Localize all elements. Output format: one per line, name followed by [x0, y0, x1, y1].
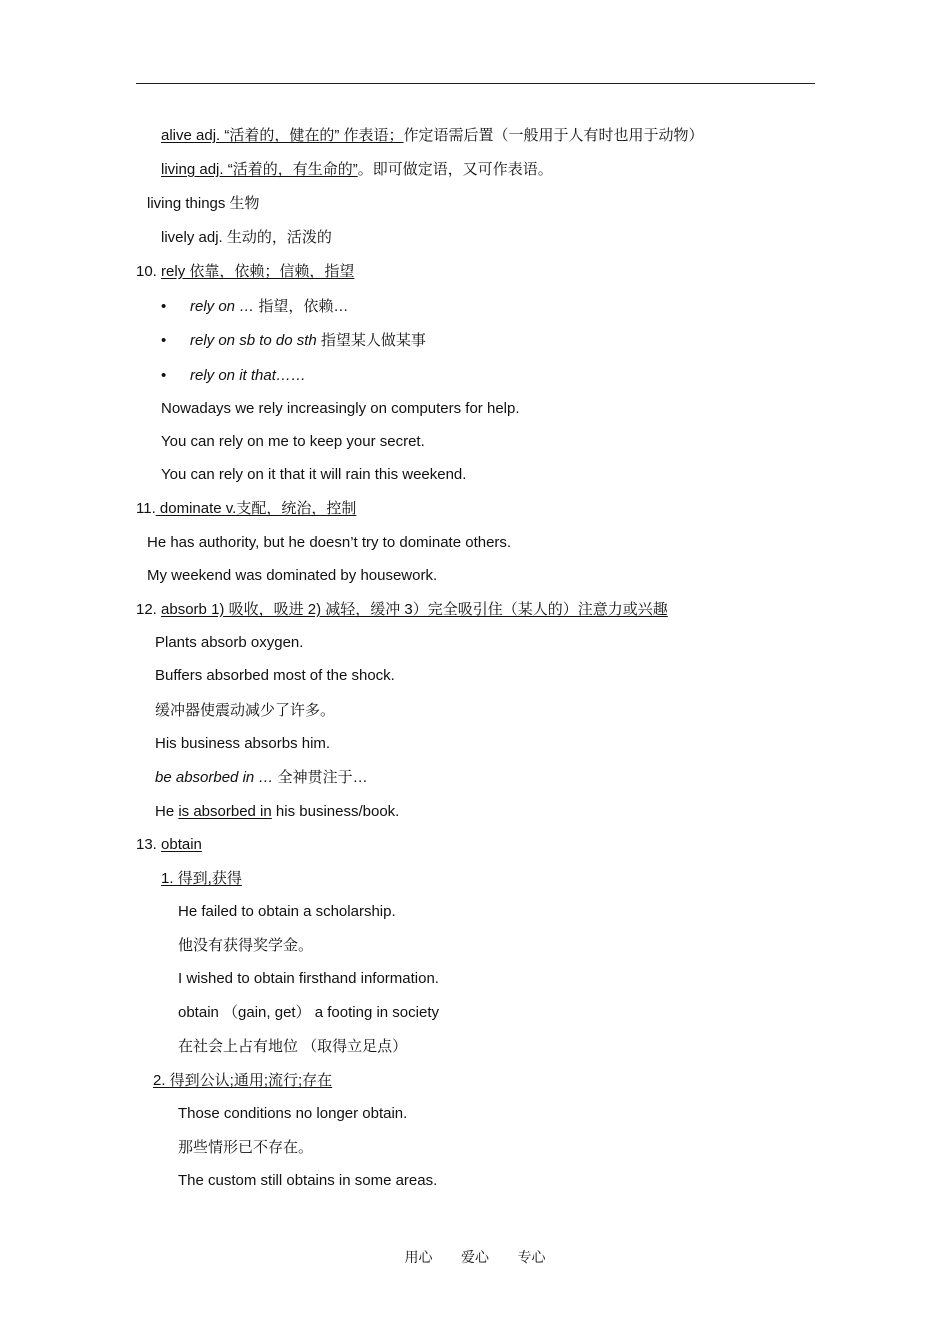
example-sentence: He failed to obtain a scholarship.	[178, 903, 396, 920]
heading-rely: 10. rely 依靠，依赖；信赖，指望	[136, 263, 355, 280]
heading-obtain: 13. obtain	[136, 836, 202, 853]
example-sentence: You can rely on me to keep your secret.	[161, 433, 425, 450]
heading-dominate: 11. dominate v.支配，统治，控制	[136, 500, 357, 517]
example-sentence: Plants absorb oxygen.	[155, 634, 304, 651]
footer-text: 用心	[404, 1250, 433, 1266]
page-footer	[0, 1247, 950, 1267]
translation-line: 缓冲器使震动减少了许多。	[155, 702, 336, 719]
example-sentence: He has authority, but he doesn’t try to dominate others.	[147, 534, 512, 551]
example-sentence: obtain （gain, get） a footing in society	[178, 1004, 439, 1021]
translation-line: 在社会上占有地位 （取得立足点）	[178, 1038, 408, 1055]
example-sentence: You can rely on it that it will rain this weekend.	[161, 466, 467, 483]
bullet-item: • rely on sb to do sth 指望某人做某事	[161, 332, 426, 349]
translation-line: 他没有获得奖学金。	[178, 937, 314, 954]
translation-line: 那些情形已不存在。	[178, 1139, 314, 1156]
sense-heading: 1. 得到,获得	[161, 870, 242, 887]
header-rule	[136, 83, 815, 84]
example-sentence: My weekend was dominated by housework.	[147, 567, 438, 584]
example-sentence: Nowadays we rely increasingly on computers for help.	[161, 400, 520, 417]
heading-absorb: 12. absorb 1) 吸收，吸进 2) 减轻，缓冲 3）完全吸引住（某人的）注意力或兴趣	[136, 601, 668, 618]
living-things-line: living things 生物	[147, 195, 260, 212]
entry-alive: alive adj. “活着的，健在的” 作表语；作定语需后置（一般用于人有时也用于动物）	[161, 127, 704, 144]
example-sentence: His business absorbs him.	[155, 735, 331, 752]
footer-text: 爱心	[461, 1250, 489, 1266]
example-sentence: Those conditions no longer obtain.	[178, 1105, 408, 1122]
example-sentence: The custom still obtains in some areas.	[178, 1172, 438, 1189]
footer-text: 专心	[517, 1250, 546, 1266]
example-sentence: I wished to obtain firsthand information.	[178, 970, 439, 987]
entry-living: living adj. “活着的，有生命的”。即可做定语，又可作表语。	[161, 161, 553, 178]
lively-line: lively adj. 生动的，活泼的	[161, 229, 332, 246]
example-sentence: Buffers absorbed most of the shock.	[155, 667, 395, 684]
bullet-item: • rely on it that……	[161, 367, 306, 384]
phrase-line: be absorbed in … 全神贯注于…	[155, 769, 368, 786]
sense-heading: 2. 得到公认;通用;流行;存在	[153, 1072, 333, 1089]
example-sentence: He is absorbed in his business/book.	[155, 803, 400, 820]
bullet-item: • rely on … 指望，依赖…	[161, 298, 349, 315]
